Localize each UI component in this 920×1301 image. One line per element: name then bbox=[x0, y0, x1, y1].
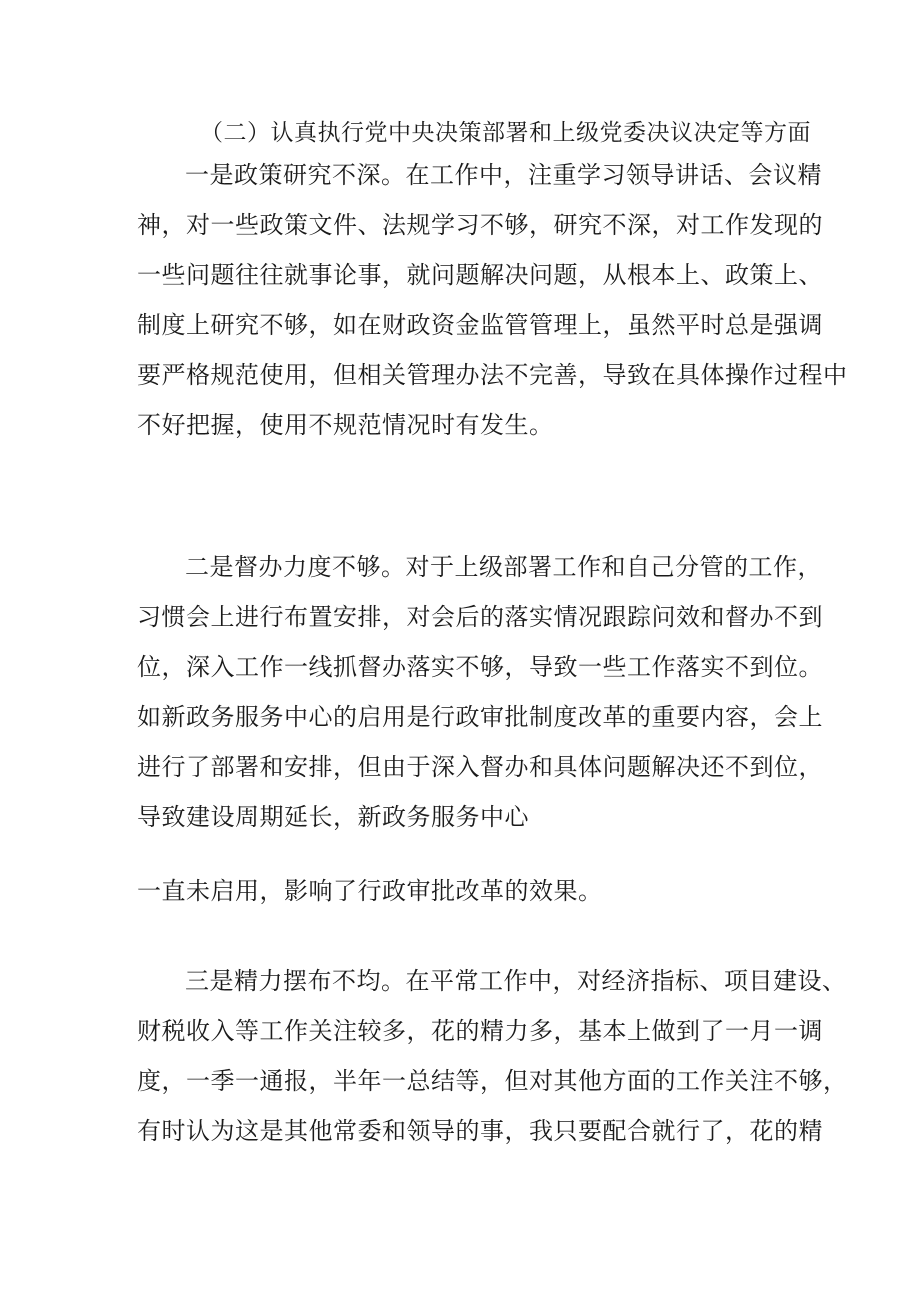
paragraph-line: 制度上研究不够，如在财政资金监管管理上，虽然平时总是强调 bbox=[137, 311, 823, 339]
paragraph-line: 导致建设周期延长，新政务服务中心 bbox=[137, 803, 529, 831]
paragraph-line: 一些问题往往就事论事，就问题解决问题，从根本上、政策上、 bbox=[137, 261, 823, 289]
paragraph-line: 进行了部署和安排，但由于深入督办和具体问题解决还不到位， bbox=[137, 753, 823, 781]
paragraph-line: 不好把握，使用不规范情况时有发生。 bbox=[137, 411, 554, 439]
paragraph-line: 要严格规范使用，但相关管理办法不完善，导致在具体操作过程中 bbox=[137, 361, 848, 389]
section-heading: （二）认真执行党中央决策部署和上级党委决议决定等方面 bbox=[200, 120, 811, 146]
paragraph-line: 二是督办力度不够。对于上级部署工作和自己分管的工作， bbox=[185, 553, 822, 581]
paragraph-line: 有时认为这是其他常委和领导的事，我只要配合就行了，花的精 bbox=[137, 1117, 823, 1145]
paragraph-line: 度，一季一通报，半年一总结等，但对其他方面的工作关注不够， bbox=[137, 1067, 848, 1095]
paragraph-line: 如新政务服务中心的启用是行政审批制度改革的重要内容，会上 bbox=[137, 703, 823, 731]
paragraph-2-continuation: 一直未启用，影响了行政审批改革的效果。 bbox=[137, 877, 603, 905]
paragraph-line: 位，深入工作一线抓督办落实不够，导致一些工作落实不到位。 bbox=[137, 653, 823, 681]
paragraph-line: 神，对一些政策文件、法规学习不够，研究不深，对工作发现的 bbox=[137, 211, 823, 239]
paragraph-line: 习惯会上进行布置安排，对会后的落实情况跟踪问效和督办不到 bbox=[137, 603, 823, 631]
paragraph-line: 一是政策研究不深。在工作中，注重学习领导讲话、会议精 bbox=[185, 161, 822, 189]
paragraph-line: 财税收入等工作关注较多，花的精力多，基本上做到了一月一调 bbox=[137, 1017, 823, 1045]
paragraph-line: 三是精力摆布不均。在平常工作中，对经济指标、项目建设、 bbox=[185, 967, 847, 995]
